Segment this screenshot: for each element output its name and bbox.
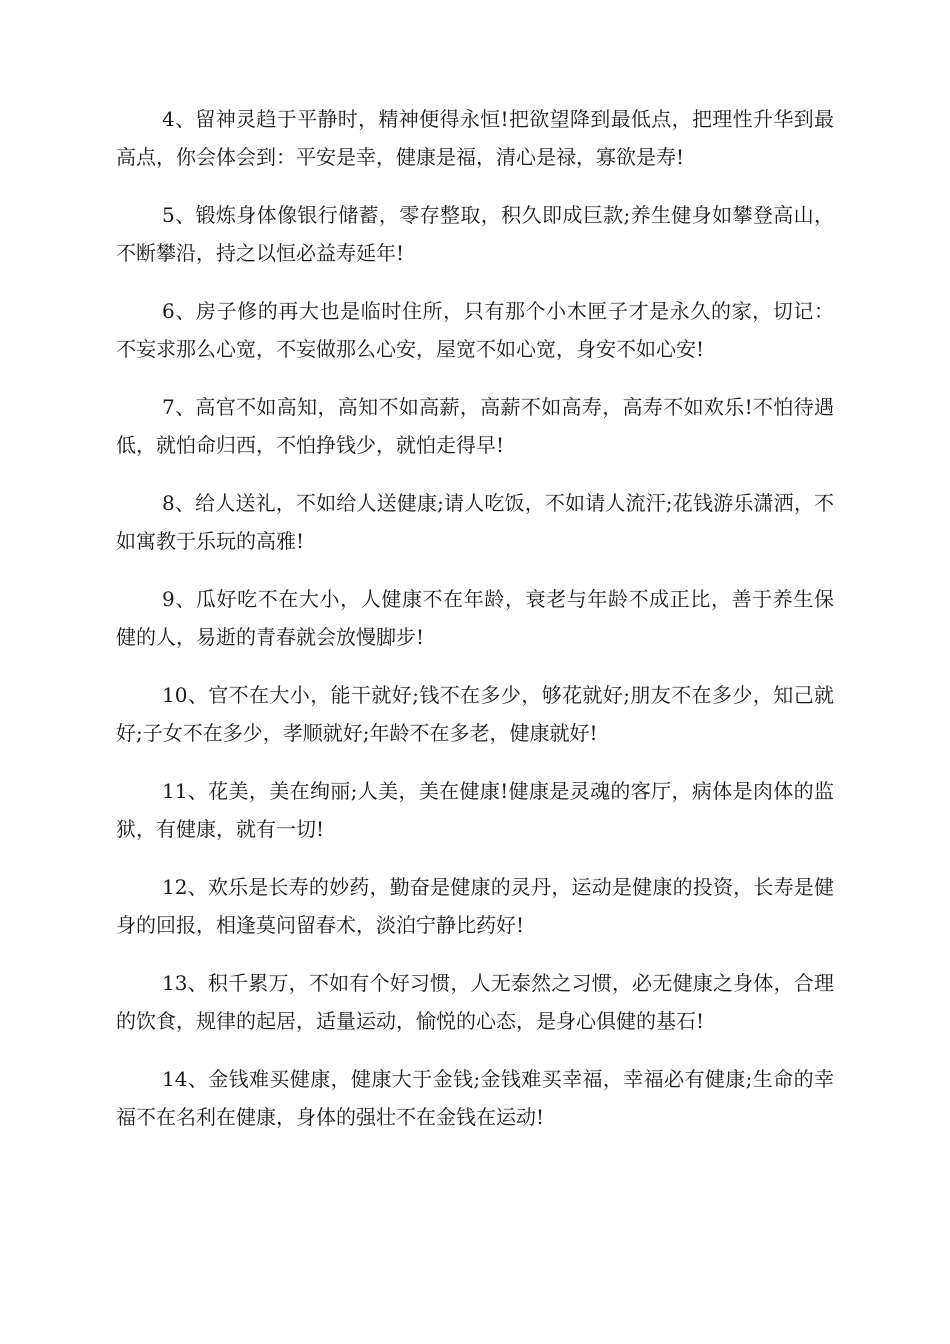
paragraph-9: 9、瓜好吃不在大小，人健康不在年龄，衰老与年龄不成正比，善于养生保健的人，易逝的青春就会放慢脚步! xyxy=(116,587,834,649)
paragraph-6: 6、房子修的再大也是临时住所，只有那个小木匣子才是永久的家，切记：不妄求那么心宽，不妄做那么心安，屋宽不如心宽，身安不如心安! xyxy=(116,299,834,361)
paragraph-8: 8、给人送礼，不如给人送健康;请人吃饭，不如请人流汗;花钱游乐潇洒，不如寓教于乐玩的高雅! xyxy=(116,491,834,553)
paragraph-10: 10、官不在大小，能干就好;钱不在多少，够花就好;朋友不在多少，知己就好;子女不在多少，孝顺就好;年龄不在多老，健康就好! xyxy=(116,683,834,745)
document-body xyxy=(116,100,834,1156)
paragraph-14: 14、金钱难买健康，健康大于金钱;金钱难买幸福，幸福必有健康;生命的幸福不在名利在健康，身体的强壮不在金钱在运动! xyxy=(116,1067,834,1129)
paragraph-11: 11、花美，美在绚丽;人美，美在健康!健康是灵魂的客厅，病体是肉体的监狱，有健康，就有一切! xyxy=(116,779,834,841)
paragraph-5: 5、锻炼身体像银行储蓄，零存整取，积久即成巨款;养生健身如攀登高山，不断攀沿，持之以恒必益寿延年! xyxy=(116,203,834,265)
paragraph-12: 12、欢乐是长寿的妙药，勤奋是健康的灵丹，运动是健康的投资，长寿是健身的回报，相逢莫问留春术，淡泊宁静比药好! xyxy=(116,875,834,937)
paragraph-13: 13、积千累万，不如有个好习惯，人无泰然之习惯，必无健康之身体，合理的饮食，规律的起居，适量运动，愉悦的心态，是身心俱健的基石! xyxy=(116,971,834,1033)
paragraph-7: 7、高官不如高知，高知不如高薪，高薪不如高寿，高寿不如欢乐!不怕待遇低，就怕命归西，不怕挣钱少，就怕走得早! xyxy=(116,395,834,457)
paragraph-4: 4、留神灵趋于平静时，精神便得永恒!把欲望降到最低点，把理性升华到最高点，你会体会到：平安是幸，健康是福，清心是禄，寡欲是寿! xyxy=(116,107,834,169)
